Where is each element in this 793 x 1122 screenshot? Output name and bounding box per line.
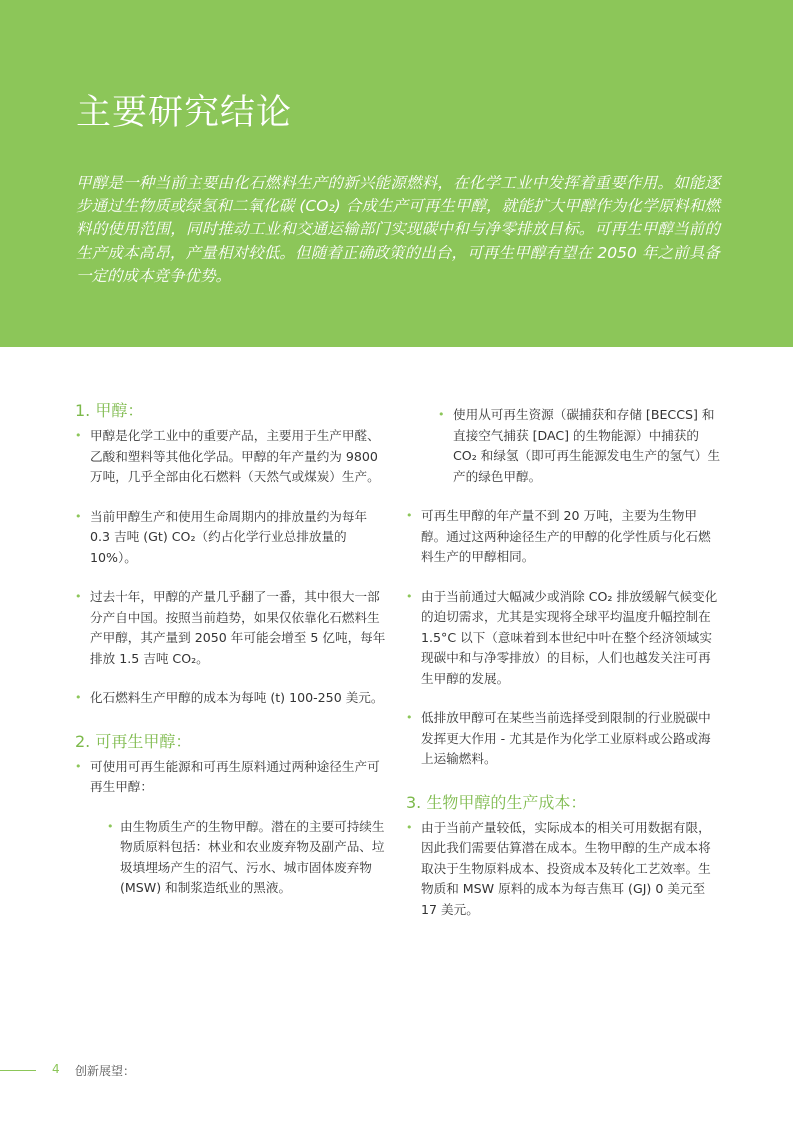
list-item: • 可再生甲醇的年产量不到 20 万吨，主要为生物甲醇。通过这两种途径生产的甲醇的化学性质与化石燃料生产的甲醇相同。: [406, 506, 722, 568]
page-number: 4: [52, 1062, 60, 1076]
footer-divider: [0, 1070, 36, 1071]
list-item: • 过去十年，甲醇的产量几乎翻了一番，其中很大一部分产自中国。按照当前趋势，如果仅依靠化石燃料生产甲醇，其产量到 2050 年可能会增至 5 亿吨，每年排放 1.5 吉吨 CO₂。: [75, 587, 389, 669]
summary-paragraph: 甲醇是一种当前主要由化石燃料生产的新兴能源燃料，在化学工业中发挥着重要作用。如能逐步通过生物质或绿氢和二氧化碳 (CO₂) 合成生产可再生甲醇，就能扩大甲醇作为化学原料和燃料的使用范围，同时推动工业和交通运输部门实现碳中和与净零排放目标。可再生甲醇当前的生产成本高昂，产量相对较低。但随着正确政策的出台，可再生甲醇有望在 2050 年之前具备一定的成本竞争优势。: [76, 174, 720, 285]
sub-list-item: • 使用从可再生资源（碳捕获和存储 [BECCS] 和直接空气捕获 [DAC] 的生物能源）中捕获的 CO₂ 和绿氢（即可再生能源发电生产的氢气）生产的绿色甲醇。: [406, 405, 722, 487]
list-item: • 当前甲醇生产和使用生命周期内的排放量约为每年 0.3 吉吨 (Gt) CO₂（约占化学行业总排放量的 10%）。: [75, 507, 389, 569]
sub-list-item: • 由生物质生产的生物甲醇。潜在的主要可持续生物质原料包括：林业和农业废弃物及副产品、垃圾填埋场产生的沼气、污水、城市固体废弃物 (MSW) 和制浆造纸业的黑液。: [75, 817, 389, 899]
section-heading-renewable-methanol: 2. 可再生甲醇：: [75, 731, 192, 751]
right-column: [406, 405, 722, 920]
page-title: 主要研究结论: [76, 93, 293, 133]
left-column: [75, 400, 389, 899]
list-item: • 化石燃料生产甲醇的成本为每吨 (t) 100-250 美元。: [75, 688, 389, 709]
footer-section-title: 创新展望：: [75, 1064, 136, 1078]
list-item: • 由于当前产量较低，实际成本的相关可用数据有限，因此我们需要估算潜在成本。生物甲醇的生产成本将取决于生物原料成本、投资成本及转化工艺效率。生物质和 MSW 原料的成本为每吉焦耳 (GJ) 0 美元至 17 美元。: [406, 818, 722, 921]
list-item: • 甲醇是化学工业中的重要产品，主要用于生产甲醛、乙酸和塑料等其他化学品。甲醇的年产量约为 9800 万吨，几乎全部由化石燃料（天然气或煤炭）生产。: [75, 426, 389, 488]
section-heading-biomethanol-cost: 3. 生物甲醇的生产成本：: [406, 792, 587, 812]
section-heading-methanol: 1. 甲醇：: [75, 401, 144, 420]
list-item: • 由于当前通过大幅减少或消除 CO₂ 排放缓解气候变化的迫切需求，尤其是实现将全球平均温度升幅控制在 1.5°C 以下（意味着到本世纪中叶在整个经济领域实现碳中和与净零排放）的目标，人们也越发关注可再生甲醇的发展。: [406, 587, 722, 690]
header-banner: [0, 0, 793, 347]
list-item: • 低排放甲醇可在某些当前选择受到限制的行业脱碳中发挥更大作用 - 尤其是作为化学工业原料或公路或海上运输燃料。: [406, 708, 722, 770]
list-item: • 可使用可再生能源和可再生原料通过两种途径生产可再生甲醇：: [75, 757, 389, 798]
